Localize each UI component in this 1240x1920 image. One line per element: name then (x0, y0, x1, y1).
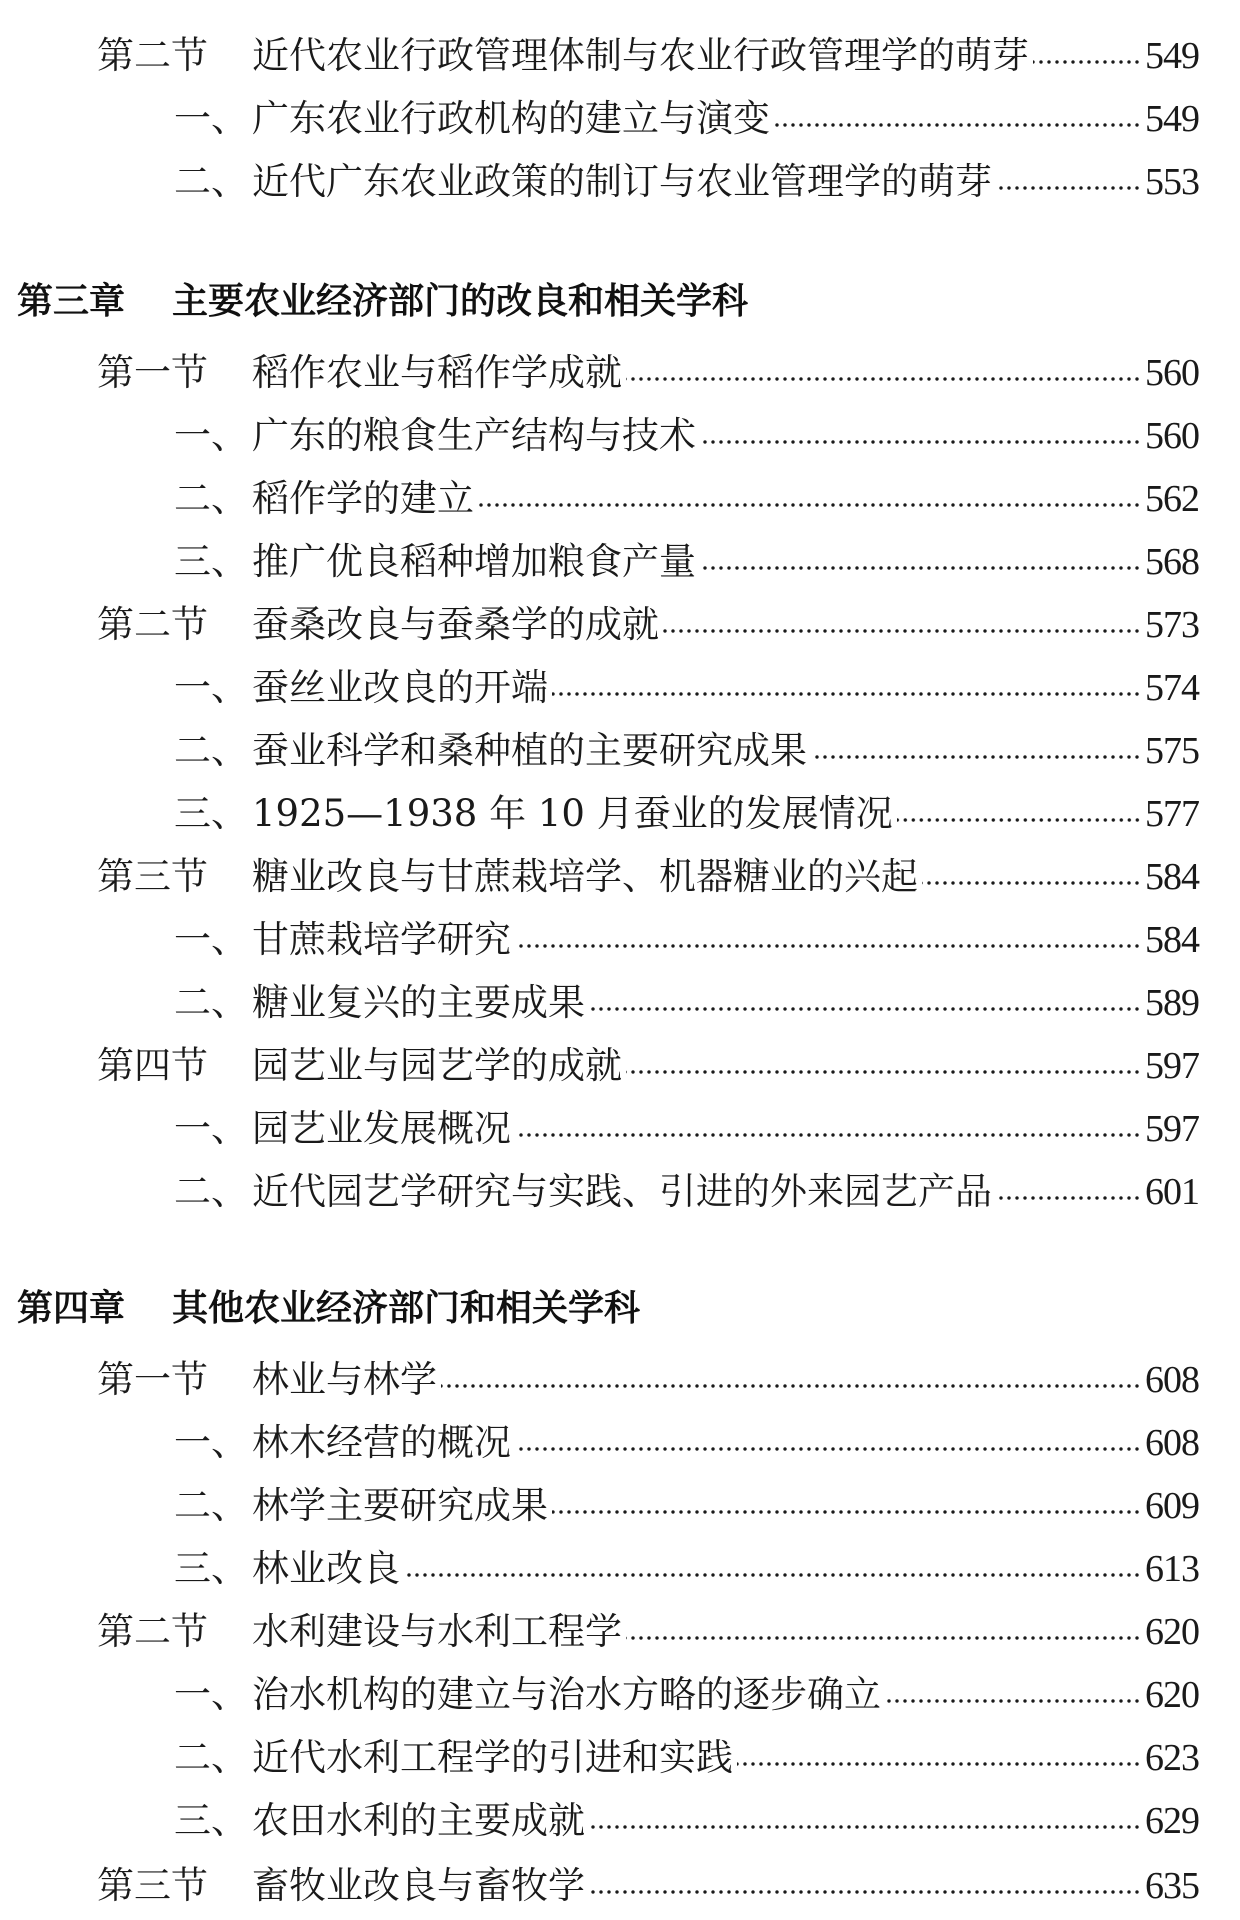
dot-leader (552, 1510, 1141, 1514)
toc-subsection-entry[interactable] (0, 154, 1240, 210)
page-number: 549 (1145, 98, 1199, 140)
toc-section-entry[interactable] (0, 597, 1240, 653)
page-number: 584 (1145, 856, 1199, 898)
dot-leader (922, 881, 1141, 885)
toc-subsection-entry[interactable] (0, 1101, 1240, 1157)
chapter-title: 主要农业经济部门的改良和相关学科 (172, 280, 749, 322)
subsection-label: 一、 (174, 1673, 248, 1716)
subsection-title: 广东农业行政机构的建立与演变 (252, 97, 770, 140)
toc-section-entry[interactable] (0, 1038, 1240, 1094)
page-number: 629 (1145, 1800, 1199, 1842)
subsection-title: 甘蔗栽培学研究 (252, 918, 511, 961)
dot-leader (811, 755, 1141, 759)
page-number: 553 (1145, 161, 1199, 203)
subsection-label: 一、 (174, 918, 248, 961)
page-number: 560 (1145, 352, 1199, 394)
toc-subsection-entry[interactable] (0, 1415, 1240, 1471)
subsection-title: 治水机构的建立与治水方略的逐步确立 (252, 1673, 881, 1716)
dot-leader (515, 1133, 1141, 1137)
page-number: 597 (1145, 1045, 1199, 1087)
dot-leader (700, 440, 1141, 444)
subsection-title: 园艺业发展概况 (252, 1107, 511, 1150)
page-number: 574 (1145, 667, 1199, 709)
subsection-title: 近代园艺学研究与实践、引进的外来园艺产品 (252, 1170, 992, 1213)
dot-leader (1033, 60, 1141, 64)
subsection-title: 林业改良 (252, 1547, 400, 1590)
subsection-label: 三、 (174, 792, 248, 835)
page-number: 577 (1145, 793, 1199, 835)
dot-leader (515, 944, 1141, 948)
page-number: 597 (1145, 1108, 1199, 1150)
page-number: 609 (1145, 1485, 1199, 1527)
dot-leader (626, 1070, 1141, 1074)
section-title: 糖业改良与甘蔗栽培学、机器糖业的兴起 (252, 855, 918, 898)
section-title: 园艺业与园艺学的成就 (252, 1044, 622, 1087)
page-number: 608 (1145, 1359, 1199, 1401)
dot-leader (774, 123, 1141, 127)
toc-subsection-entry[interactable] (0, 786, 1240, 842)
dot-leader (515, 1447, 1141, 1451)
toc-subsection-entry[interactable] (0, 1541, 1240, 1597)
subsection-title: 林木经营的概况 (252, 1421, 511, 1464)
section-title: 蚕桑改良与蚕桑学的成就 (252, 603, 659, 646)
section-label: 第二节 (97, 34, 208, 77)
page-number: 613 (1145, 1548, 1199, 1590)
dot-leader (589, 1007, 1141, 1011)
subsection-label: 二、 (174, 1736, 248, 1779)
dot-leader (737, 1762, 1141, 1766)
page-number: 560 (1145, 415, 1199, 457)
toc-subsection-entry[interactable] (0, 534, 1240, 590)
page-number: 549 (1145, 35, 1199, 77)
toc-subsection-entry[interactable] (0, 660, 1240, 716)
section-title: 畜牧业改良与畜牧学 (252, 1864, 585, 1907)
page-number: 562 (1145, 478, 1199, 520)
subsection-label: 一、 (174, 97, 248, 140)
page-number: 589 (1145, 982, 1199, 1024)
subsection-label: 一、 (174, 1421, 248, 1464)
subsection-label: 三、 (174, 540, 248, 583)
subsection-label: 二、 (174, 160, 248, 203)
chapter-number: 第三章 (17, 280, 126, 322)
dot-leader (589, 1825, 1141, 1829)
subsection-label: 二、 (174, 981, 248, 1024)
section-title: 水利建设与水利工程学 (252, 1610, 622, 1653)
dot-leader (478, 503, 1141, 507)
page-number: 620 (1145, 1674, 1199, 1716)
page-number: 623 (1145, 1737, 1199, 1779)
section-title: 林业与林学 (252, 1358, 437, 1401)
subsection-label: 一、 (174, 1107, 248, 1150)
subsection-title: 近代广东农业政策的制订与农业管理学的萌芽 (252, 160, 992, 203)
toc-subsection-entry[interactable] (0, 1478, 1240, 1534)
dot-leader (626, 377, 1141, 381)
subsection-title: 糖业复兴的主要成果 (252, 981, 585, 1024)
page-number: 584 (1145, 919, 1199, 961)
section-label: 第二节 (97, 603, 208, 646)
page-number: 575 (1145, 730, 1199, 772)
toc-section-entry[interactable] (0, 1352, 1240, 1408)
toc-subsection-entry[interactable] (0, 471, 1240, 527)
subsection-title: 近代水利工程学的引进和实践 (252, 1736, 733, 1779)
subsection-label: 一、 (174, 666, 248, 709)
toc-subsection-entry[interactable] (0, 1667, 1240, 1723)
subsection-label: 三、 (174, 1547, 248, 1590)
dot-leader (626, 1636, 1141, 1640)
subsection-title: 推广优良稻种增加粮食产量 (252, 540, 696, 583)
subsection-title: 林学主要研究成果 (252, 1484, 548, 1527)
section-label: 第一节 (97, 1358, 208, 1401)
dot-leader (552, 692, 1141, 696)
dot-leader (996, 1196, 1141, 1200)
toc-subsection-entry[interactable] (0, 91, 1240, 147)
subsection-title: 蚕丝业改良的开端 (252, 666, 548, 709)
dot-leader (441, 1384, 1141, 1388)
page-number: 620 (1145, 1611, 1199, 1653)
page-number: 601 (1145, 1171, 1199, 1213)
section-label: 第三节 (97, 1864, 208, 1907)
section-title: 稻作农业与稻作学成就 (252, 351, 622, 394)
toc-section-entry[interactable] (0, 28, 1240, 84)
dot-leader (700, 566, 1141, 570)
page-number: 573 (1145, 604, 1199, 646)
toc-section-entry[interactable] (0, 1858, 1240, 1914)
section-label: 第一节 (97, 351, 208, 394)
toc-subsection-entry[interactable] (0, 723, 1240, 779)
chapter-heading[interactable] (17, 1277, 640, 1333)
subsection-label: 三、 (174, 1799, 248, 1842)
chapter-number: 第四章 (17, 1287, 126, 1329)
subsection-label: 二、 (174, 477, 248, 520)
toc-section-entry[interactable] (0, 849, 1240, 905)
page-number: 568 (1145, 541, 1199, 583)
dot-leader (897, 818, 1141, 822)
toc-subsection-entry[interactable] (0, 408, 1240, 464)
section-title: 近代农业行政管理体制与农业行政管理学的萌芽 (252, 34, 1029, 77)
dot-leader (404, 1573, 1141, 1577)
subsection-label: 二、 (174, 1484, 248, 1527)
section-label: 第三节 (97, 855, 208, 898)
toc-subsection-entry[interactable] (0, 1730, 1240, 1786)
page-number: 608 (1145, 1422, 1199, 1464)
toc-subsection-entry[interactable] (0, 912, 1240, 968)
subsection-title: 广东的粮食生产结构与技术 (252, 414, 696, 457)
subsection-label: 二、 (174, 1170, 248, 1213)
subsection-label: 一、 (174, 414, 248, 457)
subsection-title: 蚕业科学和桑种植的主要研究成果 (252, 729, 807, 772)
subsection-label: 二、 (174, 729, 248, 772)
dot-leader (589, 1890, 1141, 1894)
subsection-title: 稻作学的建立 (252, 477, 474, 520)
subsection-title: 农田水利的主要成就 (252, 1799, 585, 1842)
chapter-title: 其他农业经济部门和相关学科 (172, 1287, 641, 1329)
page-number: 635 (1145, 1865, 1199, 1907)
dot-leader (885, 1699, 1141, 1703)
toc-subsection-entry[interactable] (0, 1793, 1240, 1849)
dot-leader (663, 629, 1141, 633)
subsection-title: 1925—1938 年 10 月蚕业的发展情况 (252, 792, 893, 835)
dot-leader (996, 186, 1141, 190)
section-label: 第二节 (97, 1610, 208, 1653)
toc-subsection-entry[interactable] (0, 975, 1240, 1031)
chapter-heading[interactable] (17, 270, 748, 326)
toc-section-entry[interactable] (0, 1604, 1240, 1660)
toc-subsection-entry[interactable] (0, 1164, 1240, 1220)
toc-section-entry[interactable] (0, 345, 1240, 401)
section-label: 第四节 (97, 1044, 208, 1087)
